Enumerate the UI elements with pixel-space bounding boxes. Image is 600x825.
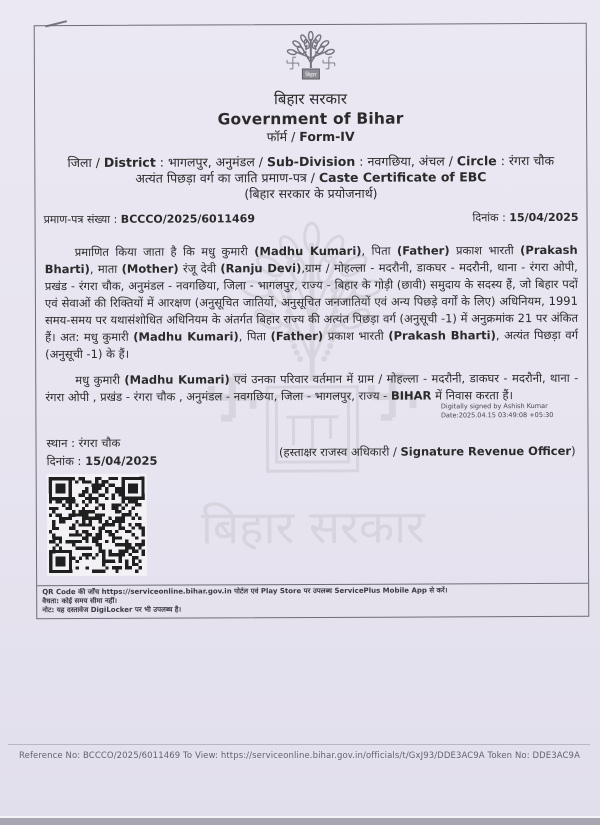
note-validity: वैधता: कोई समय सीमा नहीं। bbox=[42, 596, 118, 606]
scan-bottom-edge bbox=[0, 816, 600, 825]
qr-code-icon bbox=[49, 476, 145, 574]
digital-signature-signer: Digitally signed by Ashish Kumar bbox=[440, 401, 548, 411]
district-line: जिला / District : भागलपुर, अनुमंडल / Sub-Division : नवगछिया, अंचल / Circle : रंगरा चौक bbox=[67, 152, 555, 171]
certificate-title: अत्यंत पिछड़ा वर्ग का जाति प्रमाण-पत्र / Caste Certificate of EBC bbox=[135, 169, 487, 186]
footer-reference-line: Reference No: BCCCO/2025/6011469 To View: https://serviceonline.bihar.gov.in/officials/t/GxJ93/DDE3AC9A Token No: DDE3AC9A bbox=[19, 751, 580, 761]
notes-strip bbox=[37, 583, 588, 618]
purpose-line: (बिहार सरकार के प्रयोजनार्थ) bbox=[244, 185, 378, 202]
footer-divider bbox=[8, 744, 590, 745]
certificate-header bbox=[35, 28, 587, 203]
emblem-plaque-text: बिहार bbox=[304, 72, 317, 79]
digital-signature-stamp bbox=[441, 402, 554, 419]
qr-code bbox=[47, 474, 147, 576]
signature-date-line: दिनांक : 15/04/2025 bbox=[46, 453, 158, 469]
certificate-border-box bbox=[34, 23, 590, 619]
note-digilocker: नोट: यह दस्तावेज DigiLocker पर भी उपलब्ध है। bbox=[42, 605, 182, 615]
note-qr-check: QR Code की जाँच https://serviceonline.bihar.gov.in पोर्टल एवं Play Store पर उपलब्ध ServicePlus Mobile App से करें। bbox=[42, 586, 448, 597]
certificate-number: प्रमाण-पत्र संख्या : BCCCO/2025/6011469 bbox=[43, 212, 256, 227]
body-paragraph-1: प्रमाणित किया जाता है कि मधु कुमारी (Madhu Kumari), पिता (Father) प्रकाश भारती (Prakash Bharti), माता (Mother) रंजू देवी (Ranju Devi),ग्राम / मोहल्ला - मदरौनी, डाकघर - मदरौनी, थाना - रंगरा ओपी, प्रखंड - रंगरा चौक, अनुमंडल - नवगछिया, जिला - भागलपुर, राज्य - बिहार के गोड़ी (छावी) समुदाय के सदस्य हैं, जो बिहार पदों एवं सेवाओं की रिक्तियों में आरक्षण (अनुसूचित जातियों, अनुसूचित जनजातियों एवं अन्य पिछड़े वर्गों के लिए) अधिनियम, 1991 समय-समय पर यथासंशोधित अधिनियम के अंतर्गत बिहार राज्य की अत्यंत पिछड़ा वर्ग (अनुसूची -1) में अनुक्रमांक 21 पर अंकित हैं। अत: मधु कुमारी (Madhu Kumari), पिता (Father) प्रकाश भारती (Prakash Bharti), अत्यंत पिछड़ा वर्ग (अनुसूची -1) के हैं। bbox=[44, 242, 579, 362]
meta-row bbox=[44, 210, 579, 227]
org-name-english: Government of Bihar bbox=[217, 109, 404, 129]
form-number: फॉर्म / Form-IV bbox=[266, 128, 355, 145]
certificate-body bbox=[45, 242, 579, 415]
digital-signature-date: Date:2025.04.15 03:49:08 +05:30 bbox=[440, 410, 554, 419]
place-line: स्थान : रंगरा चौक bbox=[46, 435, 121, 451]
revenue-officer-line: (हस्ताक्षर राजस्व अधिकारी / Signature Revenue Officer) bbox=[278, 443, 576, 460]
bihar-emblem-logo-icon bbox=[280, 31, 340, 83]
body-paragraph-2: मधु कुमारी (Madhu Kumari) एवं उनका परिवार वर्तमान में ग्राम / मोहल्ला - मदरौनी, डाकघर - मदरौनी, थाना - रंगरा ओपी , प्रखंड - रंगरा चौक , अनुमंडल - नवगछिया, जिला - भागलपुर, राज्य - BIHAR में निवास करता हैं। bbox=[45, 370, 579, 405]
watermark-text: बिहार सरकार bbox=[200, 499, 425, 555]
certificate-date: दिनांक : 15/04/2025 bbox=[472, 210, 579, 225]
org-name-hindi: बिहार सरकार bbox=[273, 89, 348, 109]
